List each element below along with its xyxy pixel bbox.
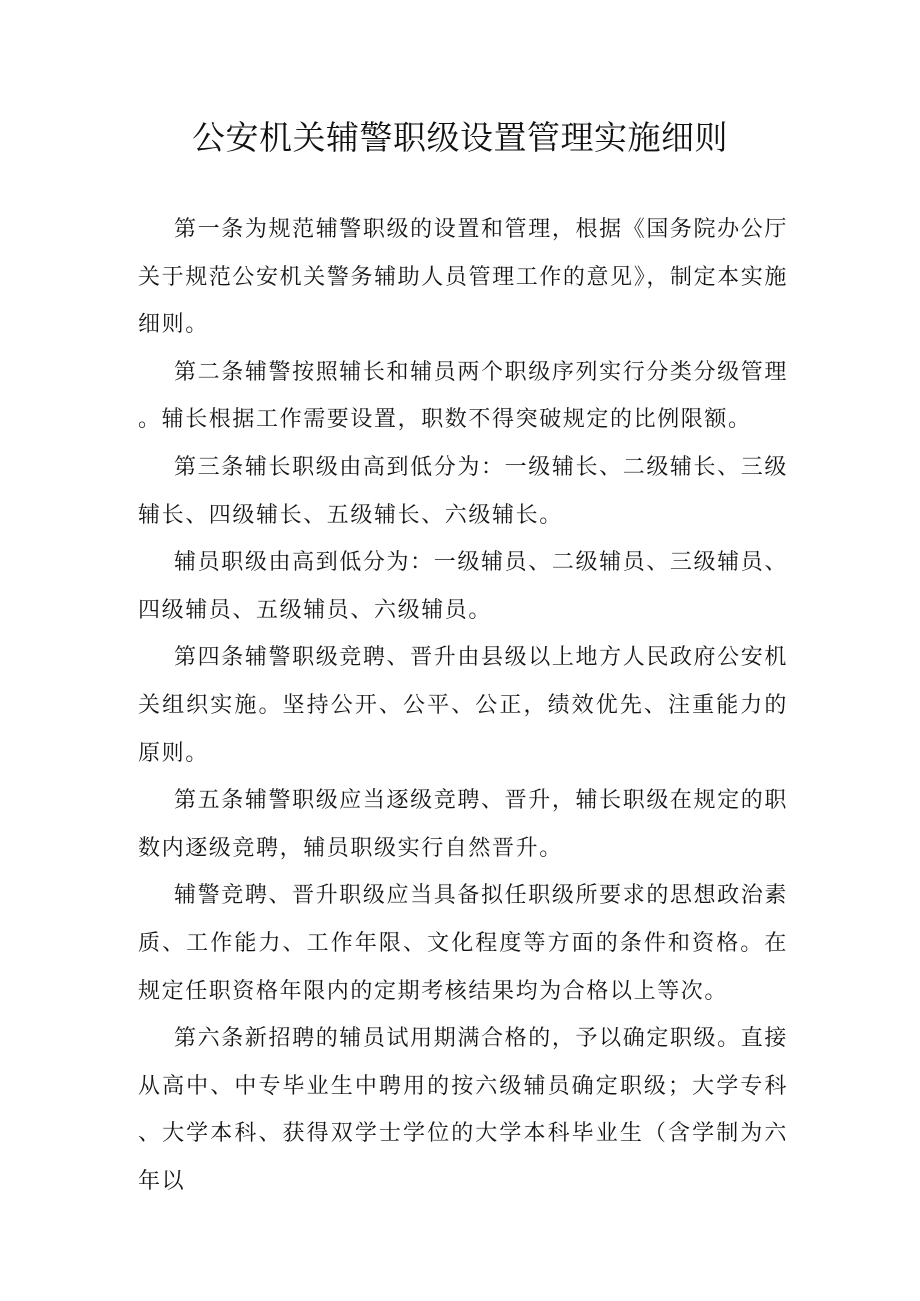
article-3-paragraph: 第三条辅长职级由高到低分为：一级辅长、二级辅长、三级辅长、四级辅长、五级辅长、六级辅长。 — [138, 454, 788, 528]
article-5-qualifications-paragraph: 辅警竞聘、晋升职级应当具备拟任职级所要求的思想政治素质、工作能力、工作年限、文化程度等方面的条件和资格。在规定任职资格年限内的定期考核结果均为合格以上等次。 — [138, 883, 788, 1004]
article-3-auxiliary-member-levels-paragraph: 辅员职级由高到低分为：一级辅员、二级辅员、三级辅员、四级辅员、五级辅员、六级辅员。 — [138, 550, 788, 623]
document-title: 公安机关辅警职级设置管理实施细则 — [192, 118, 728, 157]
article-5-paragraph: 第五条辅警职级应当逐级竞聘、晋升，辅长职级在规定的职数内逐级竞聘，辅员职级实行自然晋升。 — [138, 788, 788, 861]
article-1-paragraph: 第一条为规范辅警职级的设置和管理，根据《国务院办公厅关于规范公安机关警务辅助人员管理工作的意见》，制定本实施细则。 — [138, 217, 788, 338]
article-2-paragraph: 第二条辅警按照辅长和辅员两个职级序列实行分类分级管理。辅长根据工作需要设置，职数不得突破规定的比例限额。 — [138, 359, 788, 433]
document-body — [138, 206, 788, 1205]
article-4-paragraph: 第四条辅警职级竞聘、晋升由县级以上地方人民政府公安机关组织实施。坚持公开、公平、公正，绩效优先、注重能力的原则。 — [138, 645, 788, 766]
article-6-paragraph: 第六条新招聘的辅员试用期满合格的，予以确定职级。直接从高中、中专毕业生中聘用的按六级辅员确定职级；大学专科、大学本科、获得双学士学位的大学本科毕业生（含学制为六年以 — [138, 1026, 788, 1194]
